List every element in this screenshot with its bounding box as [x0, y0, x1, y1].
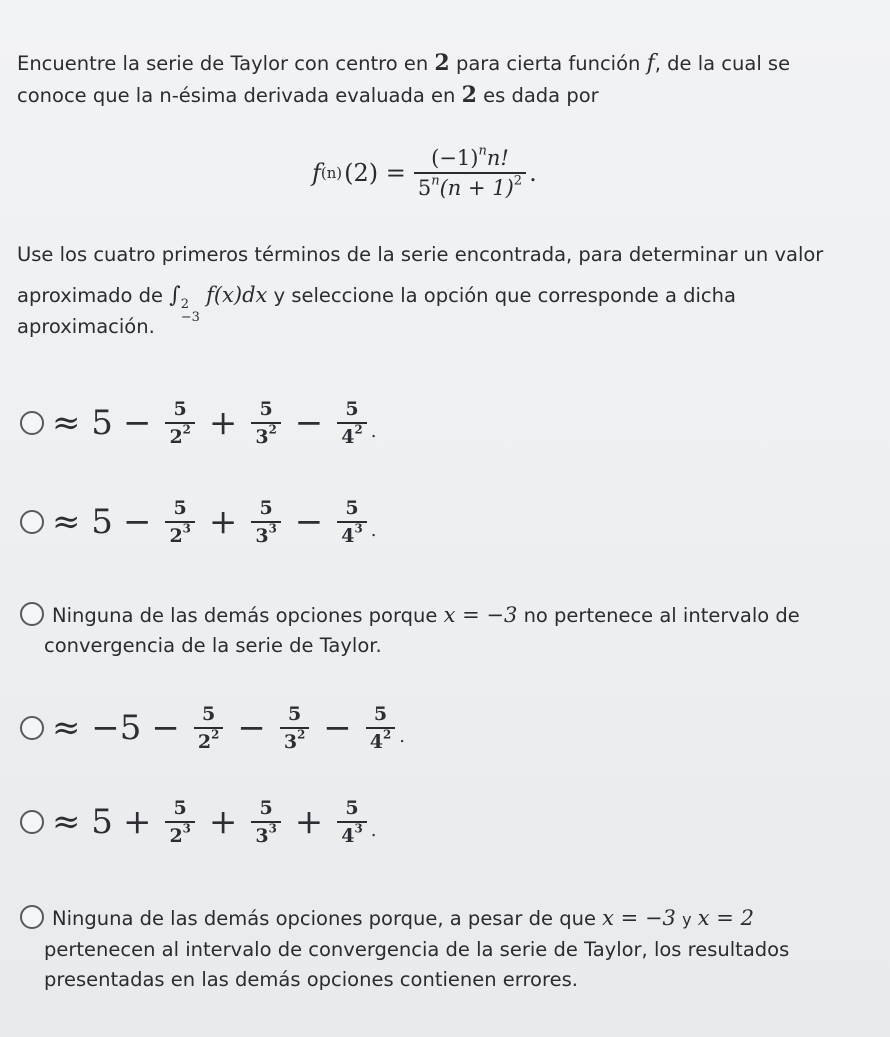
radio-option-5[interactable]: [20, 810, 44, 834]
radio-option-1[interactable]: [20, 411, 44, 435]
option-1[interactable]: [20, 398, 376, 448]
option-4[interactable]: [20, 703, 405, 753]
integral-sign: ∫: [169, 283, 181, 308]
radio-option-4[interactable]: [20, 716, 44, 740]
option-6[interactable]: Ninguna de las demás opciones porque, a pesar de que x = −3 y x = 2 pertenecen al intervalo de convergencia de la serie de Taylor, los resultados presentadas en las demás opciones contienen errores.: [20, 903, 870, 995]
option-4-expression: ≈ −5 − $\frac{5}{2^2}$ − $\frac{5}{3^2}$ − $\frac{5}{4^2}$ .: [52, 703, 405, 753]
derivative-formula: f (n) (2) = $\frac{(-1)^nn!}{5^n(n + 1)^2}$ .: [312, 143, 537, 200]
radio-option-3[interactable]: [20, 602, 44, 626]
instruction-line3: aproximación.: [17, 315, 155, 338]
instruction-line1: Use los cuatro primeros términos de la serie encontrada, para determinar un valor: [17, 243, 824, 266]
question-text-line1: Encuentre la serie de Taylor con centro en 2 para cierta función f, de la cual se: [17, 50, 791, 76]
option-2[interactable]: [20, 497, 376, 547]
option-5[interactable]: [20, 797, 376, 847]
radio-option-2[interactable]: [20, 510, 44, 534]
question-text-line2: conoce que la n-ésima derivada evaluada en 2 es dada por: [17, 82, 599, 108]
option-2-expression: ≈ 5 − $\frac{5}{2^3}$ + $\frac{5}{3^3}$ − $\frac{5}{4^3}$ .: [52, 497, 377, 547]
instruction-line2: aproximado de ∫ 2 −3 f(x)dx y seleccione la opción que corresponde a dicha: [17, 283, 736, 325]
option-1-expression: ≈ 5 − $\frac{5}{2^2}$ + $\frac{5}{3^2}$ − $\frac{5}{4^2}$ .: [52, 398, 377, 448]
option-3[interactable]: Ninguna de las demás opciones porque x = −3 no pertenece al intervalo de convergencia de la serie de Taylor.: [20, 600, 870, 661]
option-5-expression: ≈ 5 + $\frac{5}{2^3}$ + $\frac{5}{3^3}$ + $\frac{5}{4^3}$ .: [52, 797, 377, 847]
radio-option-6[interactable]: [20, 905, 44, 929]
